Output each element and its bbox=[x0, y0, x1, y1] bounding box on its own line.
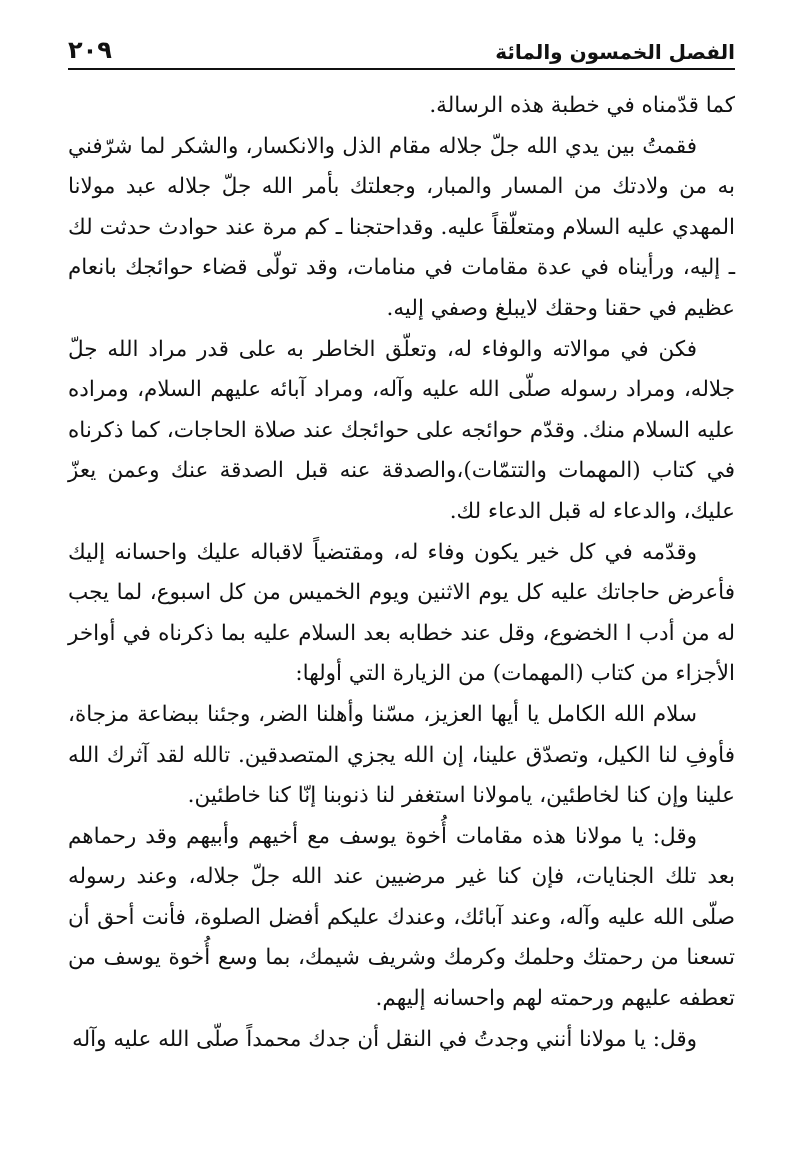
running-header bbox=[68, 30, 735, 64]
page-number: ٢٠٩ bbox=[68, 36, 112, 64]
paragraph-2: فقمتُ بين يدي الله جلّ جلاله مقام الذل والانكسار، والشكر لما شرّفني به من ولادتك من المسار والمبار، وجعلتك بأمر الله جلّ جلاله عبد مولانا المهدي عليه السلام ومتعلّقاً عليه. وقداحتجنا ـ كم مرة عند حوادث حدثت لك ـ إليه، ورأيناه في عدة مقامات في منامات، وقد تولّى قضاء حوائجك بانعام عظيم في حقنا وحقك لايبلغ وصفي إليه. bbox=[68, 133, 735, 321]
paragraph-1: كما قدّمناه في خطبة هذه الرسالة. bbox=[429, 93, 735, 118]
paragraph-5: سلام الله الكامل يا أيها العزيز، مسّنا وأهلنا الضر، وجئنا ببضاعة مزجاة، فأوفِ لنا الكيل، وتصدّق علينا، إن الله يجزي المتصدقين. تالله لقد آثرك الله علينا وإن كنا لخاطئين، يامولانا استغفر لنا ذنوبنا إنّا كنا خاطئين. bbox=[68, 701, 735, 809]
paragraph-4: وقدّمه في كل خير يكون وفاء له، ومقتضياً لاقباله عليك واحسانه إليك فأعرض حاجاتك عليه كل يوم الاثنين ويوم الخميس من كل اسبوع، لما يجب له من أدب ا الخضوع، وقل عند خطابه بعد السلام عليه بما ذكرناه في أواخر الأجزاء من كتاب (المهمات) من الزيارة التي أولها: bbox=[68, 539, 735, 687]
paragraph-6: وقل: يا مولانا هذه مقامات أُخوة يوسف مع أخيهم وأبيهم وقد رحماهم بعد تلك الجنايات، فإن كنا غير مرضيين عند الله جلّ جلاله، وعند رسوله صلّى الله عليه وآله، وعند آبائك، وعندك عليكم أفضل الصلوة، فأنت أحق أن تسعنا من رحمتك وحلمك وكرمك وشريف شيمك، بما وسع أُخوة يوسف من تعطفه عليهم ورحمته لهم واحسانه إليهم. bbox=[68, 823, 735, 1012]
paragraph-3: فكن في موالاته والوفاء له، وتعلّق الخاطر به على قدر مراد الله جلّ جلاله، ومراد رسوله صلّى الله عليه وآله، ومراد آبائه عليهم السلام، ومراده عليه السلام منك. وقدّم حوائجه على حوائجك عند صلاة الحاجات، كما ذكرناه في كتاب (المهمات والتتمّات)،والصدقة عنه قبل الصدقة عنك وعمن يعزّ عليك، والدعاء له قبل الدعاء لك. bbox=[68, 336, 735, 524]
body-text bbox=[68, 86, 735, 1060]
chapter-title: الفصل الخمسون والمائة bbox=[495, 40, 735, 64]
header-rule bbox=[68, 68, 735, 70]
paragraph-7: وقل: يا مولانا أنني وجدتُ في النقل أن جدك محمداً صلّى الله عليه وآله bbox=[72, 1026, 697, 1052]
